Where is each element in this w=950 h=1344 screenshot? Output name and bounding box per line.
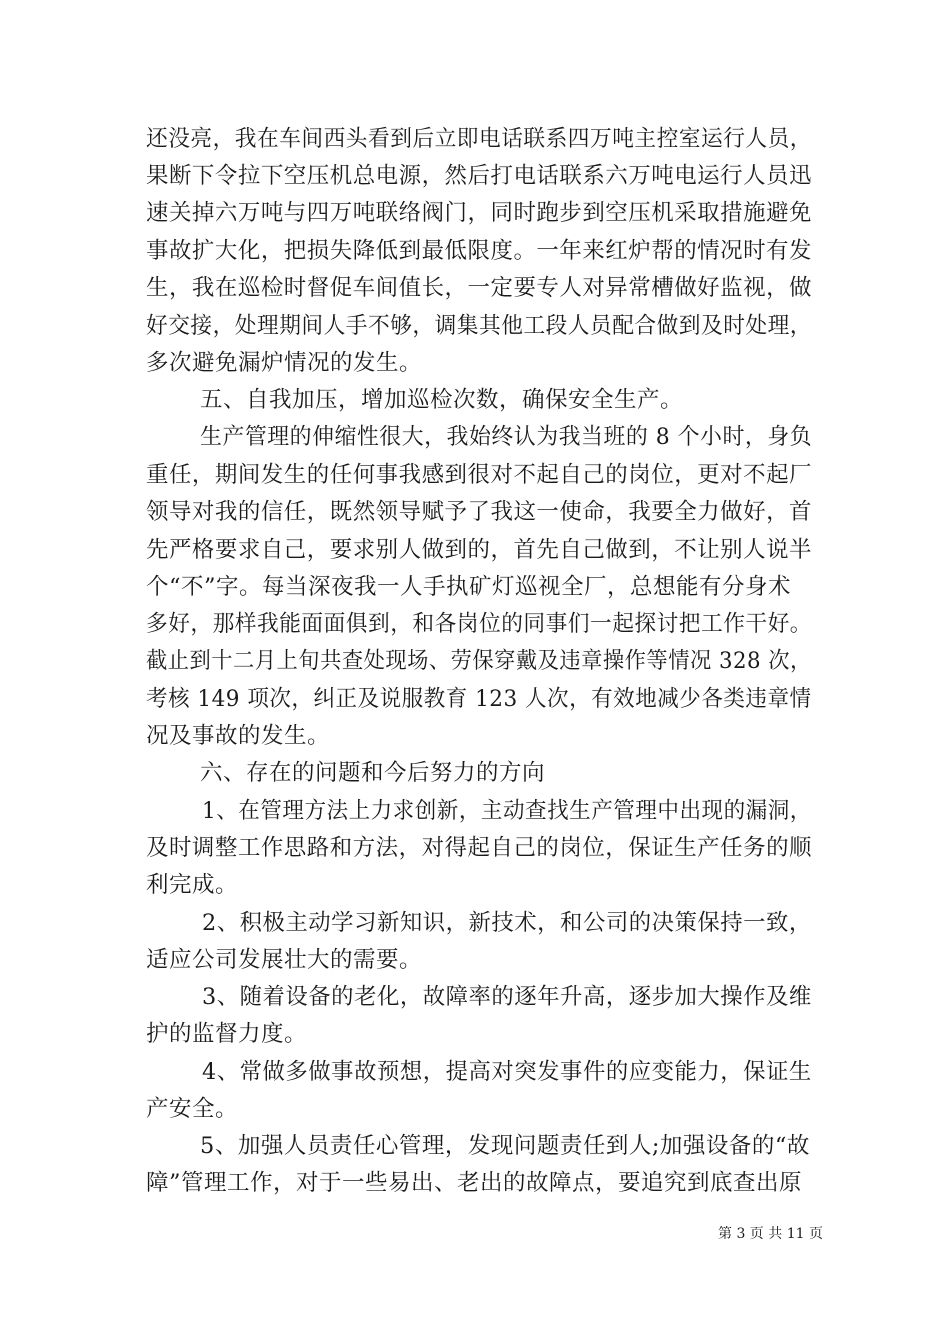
page-number: 第 3 页 共 11 页 <box>718 1226 823 1242</box>
text-line: 个“不”字。每当深夜我一人手执矿灯巡视全厂，总想能有分身术 <box>146 574 792 600</box>
section-heading: 五、自我加压，增加巡检次数，确保安全生产。 <box>200 387 684 413</box>
text-line: 考核 149 项次，纠正及说服教育 123 人次，有效地减少各类违章情 <box>146 686 812 712</box>
text-line: 况及事故的发生。 <box>146 723 331 749</box>
text-line: 截止到十二月上旬共查处现场、劳保穿戴及违章操作等情况 328 次， <box>146 648 812 674</box>
text-line: 速关掉六万吨与四万吨联络阀门，同时跑步到空压机采取措施避免 <box>146 200 813 226</box>
text-line: 3、随着设备的老化，故障率的逐年升高，逐步加大操作及维 <box>202 984 812 1010</box>
text-line: 及时调整工作思路和方法，对得起自己的岗位，保证生产任务的顺 <box>146 835 813 861</box>
text-line: 适应公司发展壮大的需要。 <box>146 947 423 973</box>
text-line: 果断下令拉下空压机总电源，然后打电话联系六万吨电运行人员迅 <box>146 163 813 189</box>
text-line: 重任，期间发生的任何事我感到很对不起自己的岗位，更对不起厂 <box>146 462 813 488</box>
text-line: 好交接，处理期间人手不够，调集其他工段人员配合做到及时处理， <box>146 313 813 339</box>
text-line: 2、积极主动学习新知识，新技术，和公司的决策保持一致， <box>202 910 812 936</box>
text-line: 4、常做多做事故预想，提高对突发事件的应变能力，保证生 <box>202 1059 812 1085</box>
text-line: 产安全。 <box>146 1096 239 1122</box>
text-line: 多好，那样我能面面俱到，和各岗位的同事们一起探讨把工作干好。 <box>146 611 813 637</box>
section-heading: 六、存在的问题和今后努力的方向 <box>200 760 546 786</box>
text-line: 多次避免漏炉情况的发生。 <box>146 350 423 376</box>
text-line: 利完成。 <box>146 872 239 898</box>
text-line: 5、加强人员责任心管理，发现问题责任到人;加强设备的“故 <box>200 1133 810 1159</box>
text-line: 先严格要求自己，要求别人做到的，首先自己做到，不让别人说半 <box>146 537 813 563</box>
text-line: 生产管理的伸缩性很大，我始终认为我当班的 8 个小时，身负 <box>200 424 813 450</box>
text-line: 1、在管理方法上力求创新，主动查找生产管理中出现的漏洞， <box>202 798 812 824</box>
text-line: 事故扩大化，把损失降低到最低限度。一年来红炉帮的情况时有发 <box>146 238 813 264</box>
text-line: 障”管理工作，对于一些易出、老出的故障点，要追究到底查出原 <box>146 1170 803 1196</box>
text-line: 生，我在巡检时督促车间值长，一定要专人对异常槽做好监视，做 <box>146 275 813 301</box>
text-line: 还没亮，我在车间西头看到后立即电话联系四万吨主控室运行人员， <box>146 126 813 152</box>
text-line: 护的监督力度。 <box>146 1021 308 1047</box>
text-line: 领导对我的信任，既然领导赋予了我这一使命，我要全力做好，首 <box>146 499 813 525</box>
